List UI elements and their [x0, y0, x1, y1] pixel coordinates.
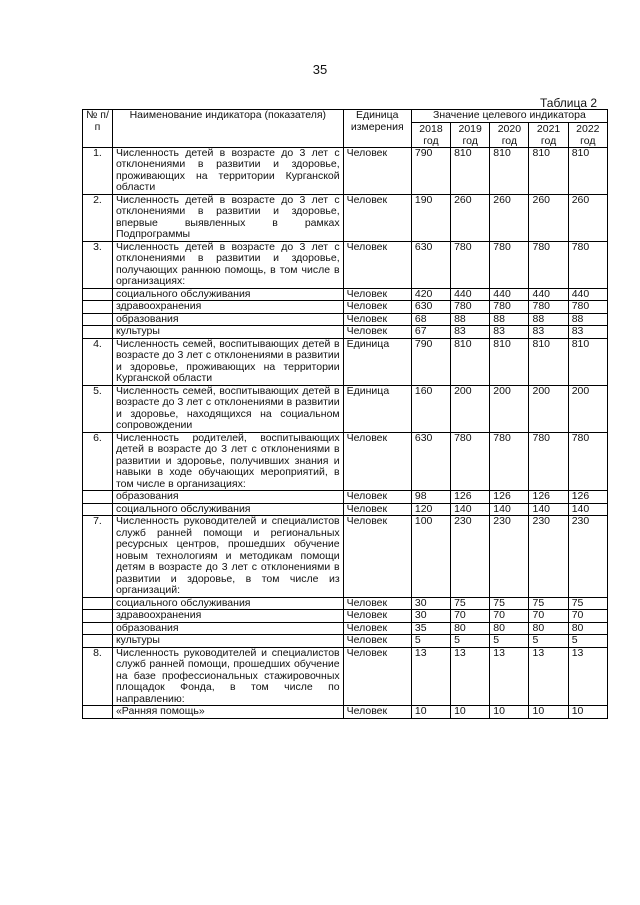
value-cell: 780	[490, 241, 529, 288]
value-cell: 140	[490, 503, 529, 516]
indicator-table	[82, 109, 608, 719]
value-cell: 83	[451, 326, 490, 339]
unit-cell: Человек	[343, 622, 411, 635]
value-cell: 200	[529, 385, 568, 432]
value-cell: 70	[451, 610, 490, 623]
table-row	[83, 622, 608, 635]
value-cell: 83	[490, 326, 529, 339]
indicator-name: Численность руководителей и специалистов служб ранней помощи, прошедших обучение на базе профессиональных стажировочных площадок Фонда, в том числе по направлению:	[112, 647, 343, 706]
value-cell: 440	[451, 288, 490, 301]
value-cell: 260	[451, 194, 490, 241]
header-year: 2019 год	[451, 122, 490, 147]
indicator-name: образования	[112, 491, 343, 504]
table-row	[83, 241, 608, 288]
value-cell: 790	[411, 338, 450, 385]
value-cell: 70	[568, 610, 607, 623]
indicator-name: социального обслуживания	[112, 288, 343, 301]
indicator-name: здравоохранения	[112, 301, 343, 314]
indicator-name: Численность детей в возрасте до 3 лет с отклонениями в развитии и здоровье, впервые выявленных в рамках Подпрограммы	[112, 194, 343, 241]
row-number: 1.	[83, 147, 113, 194]
value-cell: 13	[411, 647, 450, 706]
value-cell: 200	[490, 385, 529, 432]
table-row	[83, 288, 608, 301]
value-cell: 126	[451, 491, 490, 504]
value-cell: 440	[490, 288, 529, 301]
value-cell: 10	[568, 706, 607, 719]
table-row	[83, 516, 608, 598]
value-cell: 140	[529, 503, 568, 516]
value-cell: 260	[568, 194, 607, 241]
value-cell: 30	[411, 597, 450, 610]
header-year: 2020 год	[490, 122, 529, 147]
value-cell: 790	[411, 147, 450, 194]
page-number: 35	[312, 62, 328, 77]
value-cell: 75	[451, 597, 490, 610]
row-number	[83, 301, 113, 314]
value-cell: 440	[529, 288, 568, 301]
value-cell: 810	[451, 147, 490, 194]
row-number	[83, 635, 113, 648]
value-cell: 88	[568, 313, 607, 326]
value-cell: 70	[529, 610, 568, 623]
table-row	[83, 597, 608, 610]
unit-cell: Человек	[343, 610, 411, 623]
value-cell: 83	[568, 326, 607, 339]
value-cell: 5	[529, 635, 568, 648]
value-cell: 780	[451, 432, 490, 491]
table-row	[83, 301, 608, 314]
value-cell: 140	[451, 503, 490, 516]
unit-cell: Человек	[343, 194, 411, 241]
indicator-name: Численность семей, воспитывающих детей в возрасте до 3 лет с отклонениями в развитии и здоровье, проживающих на территории Курганской области	[112, 338, 343, 385]
unit-cell: Человек	[343, 147, 411, 194]
table-row	[83, 194, 608, 241]
unit-cell: Человек	[343, 647, 411, 706]
value-cell: 13	[490, 647, 529, 706]
value-cell: 5	[451, 635, 490, 648]
table-row	[83, 503, 608, 516]
value-cell: 68	[411, 313, 450, 326]
row-number	[83, 313, 113, 326]
header-values: Значение целевого индикатора	[411, 110, 607, 123]
header-name: Наименование индикатора (показателя)	[112, 110, 343, 148]
table-row	[83, 647, 608, 706]
value-cell: 13	[568, 647, 607, 706]
row-number: 2.	[83, 194, 113, 241]
row-number: 4.	[83, 338, 113, 385]
indicator-name: Численность семей, воспитывающих детей в возрасте до 3 лет с отклонениями в развитии и здоровье, находящихся на социальном сопровождении	[112, 385, 343, 432]
indicator-name: социального обслуживания	[112, 503, 343, 516]
value-cell: 5	[568, 635, 607, 648]
indicator-name: Численность родителей, воспитывающих детей в возрасте до 3 лет с отклонениями в развитии и здоровье, получивших знания и навыки в ходе обучающих мероприятий, в том числе в организациях:	[112, 432, 343, 491]
header-year: 2018 год	[411, 122, 450, 147]
indicator-name: Численность детей в возрасте до 3 лет с отклонениями в развитии и здоровье, получающих раннюю помощь, в том числе в организациях:	[112, 241, 343, 288]
value-cell: 80	[529, 622, 568, 635]
value-cell: 70	[490, 610, 529, 623]
row-number: 3.	[83, 241, 113, 288]
unit-cell: Человек	[343, 597, 411, 610]
value-cell: 75	[490, 597, 529, 610]
value-cell: 5	[490, 635, 529, 648]
value-cell: 810	[529, 338, 568, 385]
value-cell: 230	[529, 516, 568, 598]
table-row	[83, 385, 608, 432]
value-cell: 13	[529, 647, 568, 706]
value-cell: 80	[568, 622, 607, 635]
header-unit: Единица измерения	[343, 110, 411, 148]
value-cell: 780	[529, 432, 568, 491]
row-number	[83, 622, 113, 635]
value-cell: 780	[568, 432, 607, 491]
row-number	[83, 597, 113, 610]
value-cell: 810	[490, 147, 529, 194]
value-cell: 440	[568, 288, 607, 301]
unit-cell: Человек	[343, 301, 411, 314]
table-row	[83, 432, 608, 491]
row-number: 7.	[83, 516, 113, 598]
value-cell: 80	[451, 622, 490, 635]
value-cell: 10	[451, 706, 490, 719]
value-cell: 140	[568, 503, 607, 516]
indicator-name: Численность детей в возрасте до 3 лет с отклонениями в развитии и здоровье, проживающих на территории Курганской области	[112, 147, 343, 194]
table-row	[83, 635, 608, 648]
value-cell: 5	[411, 635, 450, 648]
value-cell: 126	[568, 491, 607, 504]
value-cell: 260	[490, 194, 529, 241]
value-cell: 126	[490, 491, 529, 504]
unit-cell: Человек	[343, 635, 411, 648]
header-year: 2021 год	[529, 122, 568, 147]
unit-cell: Человек	[343, 491, 411, 504]
row-number: 6.	[83, 432, 113, 491]
unit-cell: Человек	[343, 288, 411, 301]
unit-cell: Человек	[343, 241, 411, 288]
indicator-name: культуры	[112, 326, 343, 339]
indicator-name: «Ранняя помощь»	[112, 706, 343, 719]
value-cell: 88	[490, 313, 529, 326]
table-row	[83, 313, 608, 326]
value-cell: 230	[451, 516, 490, 598]
value-cell: 88	[529, 313, 568, 326]
value-cell: 120	[411, 503, 450, 516]
value-cell: 810	[529, 147, 568, 194]
row-number: 8.	[83, 647, 113, 706]
row-number: 5.	[83, 385, 113, 432]
value-cell: 780	[490, 432, 529, 491]
unit-cell: Человек	[343, 326, 411, 339]
value-cell: 780	[451, 301, 490, 314]
value-cell: 200	[568, 385, 607, 432]
value-cell: 75	[529, 597, 568, 610]
unit-cell: Человек	[343, 706, 411, 719]
value-cell: 83	[529, 326, 568, 339]
value-cell: 190	[411, 194, 450, 241]
value-cell: 88	[451, 313, 490, 326]
value-cell: 30	[411, 610, 450, 623]
indicator-name: Численность руководителей и специалистов служб ранней помощи и региональных ресурсных центров, прошедших обучение новым технологиям и методикам помощи детям в возрасте до 3 лет с отклонениями в развитии и здоровье, в том числе из организаций:	[112, 516, 343, 598]
value-cell: 780	[568, 301, 607, 314]
value-cell: 420	[411, 288, 450, 301]
unit-cell: Человек	[343, 503, 411, 516]
indicator-name: культуры	[112, 635, 343, 648]
value-cell: 80	[490, 622, 529, 635]
unit-cell: Человек	[343, 516, 411, 598]
value-cell: 13	[451, 647, 490, 706]
table-row	[83, 706, 608, 719]
value-cell: 810	[568, 147, 607, 194]
value-cell: 126	[529, 491, 568, 504]
value-cell: 780	[451, 241, 490, 288]
value-cell: 10	[529, 706, 568, 719]
unit-cell: Единица	[343, 385, 411, 432]
value-cell: 780	[568, 241, 607, 288]
table-row	[83, 147, 608, 194]
value-cell: 630	[411, 301, 450, 314]
value-cell: 780	[529, 241, 568, 288]
value-cell: 780	[490, 301, 529, 314]
value-cell: 630	[411, 432, 450, 491]
value-cell: 810	[490, 338, 529, 385]
value-cell: 10	[490, 706, 529, 719]
indicator-name: образования	[112, 313, 343, 326]
value-cell: 630	[411, 241, 450, 288]
row-number	[83, 706, 113, 719]
value-cell: 230	[490, 516, 529, 598]
table-body	[83, 147, 608, 718]
indicator-name: образования	[112, 622, 343, 635]
row-number	[83, 610, 113, 623]
value-cell: 810	[568, 338, 607, 385]
value-cell: 67	[411, 326, 450, 339]
header-num: № п/п	[83, 110, 113, 148]
row-number	[83, 491, 113, 504]
value-cell: 98	[411, 491, 450, 504]
header-year: 2022 год	[568, 122, 607, 147]
value-cell: 230	[568, 516, 607, 598]
value-cell: 200	[451, 385, 490, 432]
unit-cell: Человек	[343, 313, 411, 326]
row-number	[83, 503, 113, 516]
table-row	[83, 326, 608, 339]
table-row	[83, 491, 608, 504]
table-row	[83, 338, 608, 385]
table-row	[83, 610, 608, 623]
indicator-name: социального обслуживания	[112, 597, 343, 610]
value-cell: 810	[451, 338, 490, 385]
value-cell: 160	[411, 385, 450, 432]
unit-cell: Человек	[343, 432, 411, 491]
value-cell: 260	[529, 194, 568, 241]
value-cell: 780	[529, 301, 568, 314]
indicator-name: здравоохранения	[112, 610, 343, 623]
unit-cell: Единица	[343, 338, 411, 385]
row-number	[83, 326, 113, 339]
value-cell: 75	[568, 597, 607, 610]
value-cell: 35	[411, 622, 450, 635]
table-caption: Таблица 2	[540, 96, 598, 110]
row-number	[83, 288, 113, 301]
value-cell: 10	[411, 706, 450, 719]
value-cell: 100	[411, 516, 450, 598]
